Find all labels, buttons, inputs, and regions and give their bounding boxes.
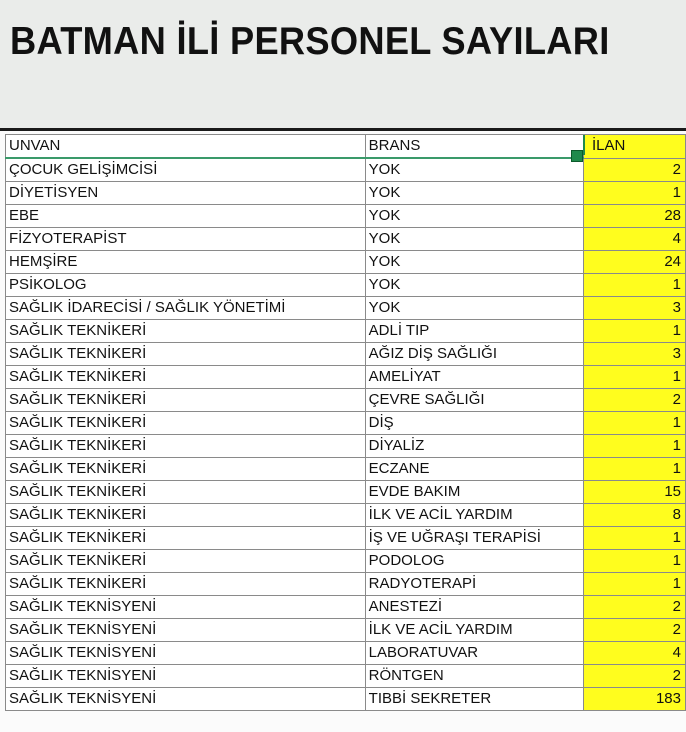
- cell-unvan[interactable]: SAĞLIK TEKNİKERİ: [6, 320, 366, 343]
- cell-brans[interactable]: RADYOTERAPİ: [365, 573, 583, 596]
- cell-brans[interactable]: AĞIZ DİŞ SAĞLIĞI: [365, 343, 583, 366]
- spreadsheet: [0, 131, 686, 732]
- cell-unvan[interactable]: SAĞLIK TEKNİSYENİ: [6, 642, 366, 665]
- table-row: [6, 182, 686, 205]
- cell-unvan[interactable]: SAĞLIK TEKNİSYENİ: [6, 665, 366, 688]
- cell-unvan[interactable]: SAĞLIK TEKNİKERİ: [6, 481, 366, 504]
- cell-brans[interactable]: RÖNTGEN: [365, 665, 583, 688]
- cell-ilan[interactable]: 2: [583, 389, 685, 412]
- cell-brans[interactable]: EVDE BAKIM: [365, 481, 583, 504]
- cell-unvan[interactable]: SAĞLIK TEKNİKERİ: [6, 412, 366, 435]
- title-area: [0, 0, 686, 128]
- cell-ilan[interactable]: 8: [583, 504, 685, 527]
- cell-unvan[interactable]: DİYETİSYEN: [6, 182, 366, 205]
- table-row: [6, 688, 686, 711]
- cell-unvan[interactable]: SAĞLIK TEKNİSYENİ: [6, 688, 366, 711]
- fill-handle-icon[interactable]: [571, 150, 583, 162]
- cell-ilan[interactable]: 183: [583, 688, 685, 711]
- cell-ilan[interactable]: 1: [583, 412, 685, 435]
- table-row: [6, 228, 686, 251]
- table-row: [6, 665, 686, 688]
- cell-brans[interactable]: ADLİ TIP: [365, 320, 583, 343]
- cell-ilan[interactable]: 1: [583, 435, 685, 458]
- cell-brans[interactable]: YOK: [365, 274, 583, 297]
- cell-unvan[interactable]: HEMŞİRE: [6, 251, 366, 274]
- cell-ilan[interactable]: 2: [583, 596, 685, 619]
- cell-unvan[interactable]: SAĞLIK TEKNİSYENİ: [6, 619, 366, 642]
- table-row: [6, 596, 686, 619]
- cell-ilan[interactable]: 3: [583, 343, 685, 366]
- table-row: [6, 573, 686, 596]
- cell-ilan[interactable]: 1: [583, 458, 685, 481]
- cell-brans[interactable]: DİYALİZ: [365, 435, 583, 458]
- cell-ilan[interactable]: 2: [583, 619, 685, 642]
- cell-unvan[interactable]: SAĞLIK TEKNİKERİ: [6, 573, 366, 596]
- cell-unvan[interactable]: ÇOCUK GELİŞİMCİSİ: [6, 158, 366, 182]
- selection-border: [583, 135, 585, 155]
- cell-unvan[interactable]: FİZYOTERAPİST: [6, 228, 366, 251]
- table-row: [6, 366, 686, 389]
- table-row: [6, 320, 686, 343]
- table-row: [6, 389, 686, 412]
- cell-brans[interactable]: YOK: [365, 205, 583, 228]
- cell-unvan[interactable]: SAĞLIK TEKNİKERİ: [6, 504, 366, 527]
- cell-brans[interactable]: İLK VE ACİL YARDIM: [365, 619, 583, 642]
- cell-ilan[interactable]: 1: [583, 573, 685, 596]
- cell-brans[interactable]: PODOLOG: [365, 550, 583, 573]
- cell-brans[interactable]: AMELİYAT: [365, 366, 583, 389]
- cell-unvan[interactable]: SAĞLIK TEKNİKERİ: [6, 343, 366, 366]
- cell-brans[interactable]: İŞ VE UĞRAŞI TERAPİSİ: [365, 527, 583, 550]
- table-row: [6, 550, 686, 573]
- cell-brans[interactable]: ECZANE: [365, 458, 583, 481]
- cell-ilan[interactable]: 1: [583, 182, 685, 205]
- cell-unvan[interactable]: SAĞLIK TEKNİKERİ: [6, 389, 366, 412]
- cell-ilan[interactable]: 15: [583, 481, 685, 504]
- cell-unvan[interactable]: PSİKOLOG: [6, 274, 366, 297]
- cell-brans[interactable]: DİŞ: [365, 412, 583, 435]
- cell-ilan[interactable]: 4: [583, 642, 685, 665]
- header-unvan[interactable]: UNVAN: [6, 135, 366, 159]
- cell-unvan[interactable]: SAĞLIK İDARECİSİ / SAĞLIK YÖNETİMİ: [6, 297, 366, 320]
- table-row: [6, 274, 686, 297]
- cell-ilan[interactable]: 1: [583, 527, 685, 550]
- cell-ilan[interactable]: 4: [583, 228, 685, 251]
- cell-ilan[interactable]: 28: [583, 205, 685, 228]
- table-row: [6, 527, 686, 550]
- table-row: [6, 435, 686, 458]
- cell-ilan[interactable]: 1: [583, 550, 685, 573]
- table-row: [6, 251, 686, 274]
- cell-brans[interactable]: LABORATUVAR: [365, 642, 583, 665]
- table-row: [6, 458, 686, 481]
- header-brans[interactable]: BRANS: [365, 135, 583, 159]
- cell-unvan[interactable]: SAĞLIK TEKNİKERİ: [6, 458, 366, 481]
- cell-ilan[interactable]: 3: [583, 297, 685, 320]
- cell-unvan[interactable]: SAĞLIK TEKNİKERİ: [6, 550, 366, 573]
- cell-unvan[interactable]: SAĞLIK TEKNİSYENİ: [6, 596, 366, 619]
- cell-brans[interactable]: YOK: [365, 297, 583, 320]
- header-ilan[interactable]: İLAN: [583, 135, 685, 159]
- cell-ilan[interactable]: 2: [583, 158, 685, 182]
- table-row: [6, 343, 686, 366]
- table-row: [6, 619, 686, 642]
- cell-ilan[interactable]: 24: [583, 251, 685, 274]
- cell-brans[interactable]: YOK: [365, 251, 583, 274]
- table-row: [6, 297, 686, 320]
- table-row: [6, 481, 686, 504]
- table-row: [6, 205, 686, 228]
- cell-unvan[interactable]: SAĞLIK TEKNİKERİ: [6, 435, 366, 458]
- cell-ilan[interactable]: 1: [583, 320, 685, 343]
- cell-brans[interactable]: YOK: [365, 182, 583, 205]
- cell-brans[interactable]: TIBBİ SEKRETER: [365, 688, 583, 711]
- cell-brans[interactable]: YOK: [365, 228, 583, 251]
- cell-unvan[interactable]: SAĞLIK TEKNİKERİ: [6, 366, 366, 389]
- table-row: [6, 158, 686, 182]
- cell-brans[interactable]: ÇEVRE SAĞLIĞI: [365, 389, 583, 412]
- table-row: [6, 504, 686, 527]
- table-row: [6, 412, 686, 435]
- page-title: BATMAN İLİ PERSONEL SAYILARI: [10, 20, 610, 63]
- personnel-table: [5, 134, 686, 711]
- cell-ilan[interactable]: 1: [583, 274, 685, 297]
- cell-ilan[interactable]: 2: [583, 665, 685, 688]
- cell-unvan[interactable]: SAĞLIK TEKNİKERİ: [6, 527, 366, 550]
- cell-brans[interactable]: ANESTEZİ: [365, 596, 583, 619]
- cell-unvan[interactable]: EBE: [6, 205, 366, 228]
- table-row: [6, 642, 686, 665]
- cell-ilan[interactable]: 1: [583, 366, 685, 389]
- cell-brans[interactable]: İLK VE ACİL YARDIM: [365, 504, 583, 527]
- cell-brans[interactable]: YOK: [365, 158, 583, 182]
